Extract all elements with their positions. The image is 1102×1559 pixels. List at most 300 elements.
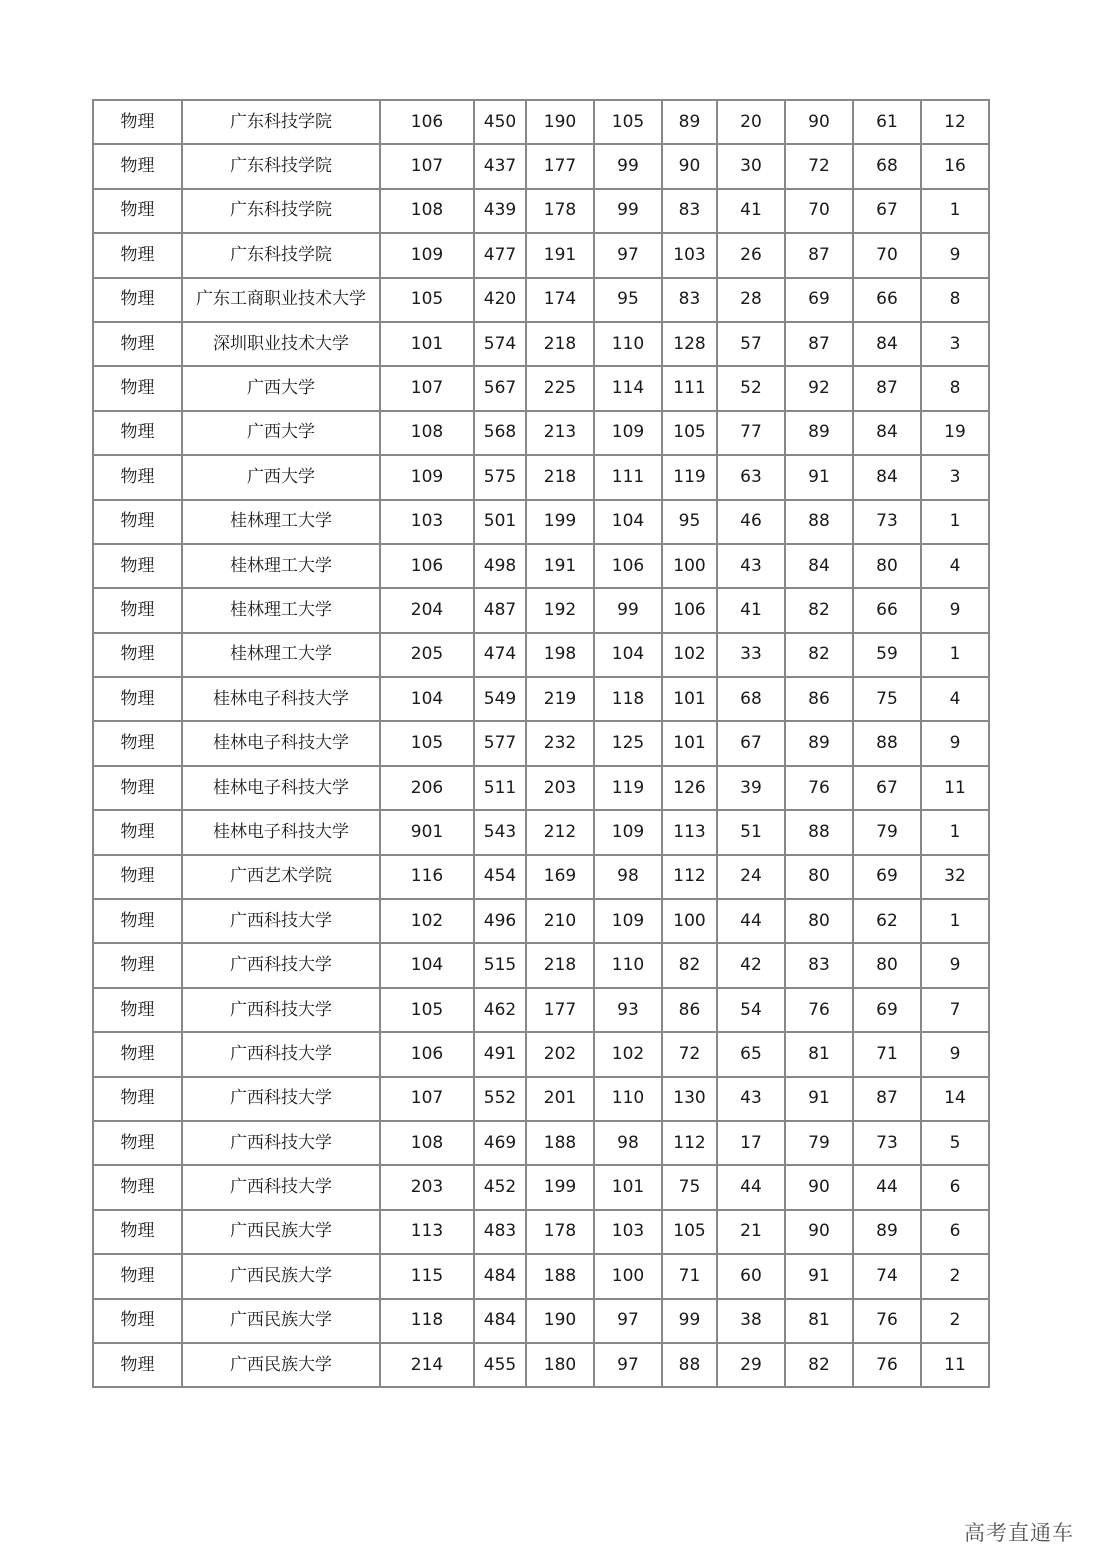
score-col-7-cell: 84 <box>785 544 853 588</box>
score-col-3-cell: 192 <box>526 588 594 632</box>
school-name-cell: 桂林理工大学 <box>182 544 380 588</box>
score-col-6-cell: 54 <box>717 988 785 1032</box>
score-col-4-cell: 99 <box>594 588 662 632</box>
score-col-7-cell: 80 <box>785 855 853 899</box>
count-cell: 3 <box>921 322 989 366</box>
score-col-3-cell: 212 <box>526 810 594 854</box>
major-group-code-cell: 106 <box>380 1032 474 1076</box>
score-col-8-cell: 69 <box>853 855 921 899</box>
school-name-cell: 广西民族大学 <box>182 1254 380 1298</box>
score-col-6-cell: 51 <box>717 810 785 854</box>
count-cell: 3 <box>921 455 989 499</box>
score-col-4-cell: 102 <box>594 1032 662 1076</box>
score-col-8-cell: 88 <box>853 721 921 765</box>
table-row <box>93 278 989 322</box>
subject-cell: 物理 <box>93 988 182 1032</box>
score-col-7-cell: 79 <box>785 1121 853 1165</box>
major-group-code-cell: 104 <box>380 943 474 987</box>
total-score-cell: 498 <box>474 544 526 588</box>
score-col-7-cell: 81 <box>785 1299 853 1343</box>
score-col-7-cell: 91 <box>785 1254 853 1298</box>
major-group-code-cell: 107 <box>380 1077 474 1121</box>
table-row <box>93 411 989 455</box>
score-col-8-cell: 84 <box>853 411 921 455</box>
score-col-5-cell: 130 <box>662 1077 717 1121</box>
score-col-6-cell: 46 <box>717 500 785 544</box>
school-name-cell: 广西民族大学 <box>182 1343 380 1387</box>
subject-cell: 物理 <box>93 1165 182 1209</box>
score-col-8-cell: 84 <box>853 322 921 366</box>
score-col-8-cell: 66 <box>853 278 921 322</box>
count-cell: 9 <box>921 233 989 277</box>
total-score-cell: 491 <box>474 1032 526 1076</box>
score-col-8-cell: 76 <box>853 1299 921 1343</box>
count-cell: 16 <box>921 144 989 188</box>
score-col-6-cell: 65 <box>717 1032 785 1076</box>
school-name-cell: 广东工商职业技术大学 <box>182 278 380 322</box>
score-col-5-cell: 88 <box>662 1343 717 1387</box>
score-col-6-cell: 41 <box>717 189 785 233</box>
total-score-cell: 511 <box>474 766 526 810</box>
subject-cell: 物理 <box>93 1077 182 1121</box>
subject-cell: 物理 <box>93 100 182 144</box>
score-col-6-cell: 57 <box>717 322 785 366</box>
score-table <box>92 99 990 1388</box>
table-row <box>93 766 989 810</box>
count-cell: 4 <box>921 544 989 588</box>
score-col-6-cell: 68 <box>717 677 785 721</box>
school-name-cell: 广西科技大学 <box>182 899 380 943</box>
score-col-4-cell: 109 <box>594 810 662 854</box>
score-col-7-cell: 86 <box>785 677 853 721</box>
score-col-5-cell: 101 <box>662 677 717 721</box>
score-col-6-cell: 77 <box>717 411 785 455</box>
major-group-code-cell: 107 <box>380 366 474 410</box>
school-name-cell: 广西科技大学 <box>182 943 380 987</box>
subject-cell: 物理 <box>93 766 182 810</box>
score-col-4-cell: 99 <box>594 144 662 188</box>
major-group-code-cell: 101 <box>380 322 474 366</box>
school-name-cell: 广东科技学院 <box>182 189 380 233</box>
score-col-5-cell: 103 <box>662 233 717 277</box>
table-row <box>93 1210 989 1254</box>
count-cell: 12 <box>921 100 989 144</box>
score-col-5-cell: 105 <box>662 411 717 455</box>
table-row <box>93 721 989 765</box>
score-col-7-cell: 92 <box>785 366 853 410</box>
count-cell: 19 <box>921 411 989 455</box>
table-row <box>93 189 989 233</box>
score-col-5-cell: 126 <box>662 766 717 810</box>
score-col-5-cell: 106 <box>662 588 717 632</box>
score-col-3-cell: 191 <box>526 544 594 588</box>
score-col-5-cell: 89 <box>662 100 717 144</box>
score-col-8-cell: 69 <box>853 988 921 1032</box>
score-col-4-cell: 111 <box>594 455 662 499</box>
table-row <box>93 633 989 677</box>
total-score-cell: 483 <box>474 1210 526 1254</box>
school-name-cell: 广西大学 <box>182 366 380 410</box>
subject-cell: 物理 <box>93 233 182 277</box>
major-group-code-cell: 115 <box>380 1254 474 1298</box>
table-row <box>93 100 989 144</box>
total-score-cell: 469 <box>474 1121 526 1165</box>
subject-cell: 物理 <box>93 1210 182 1254</box>
score-col-5-cell: 99 <box>662 1299 717 1343</box>
score-col-8-cell: 67 <box>853 189 921 233</box>
table-row <box>93 988 989 1032</box>
subject-cell: 物理 <box>93 1032 182 1076</box>
count-cell: 8 <box>921 366 989 410</box>
count-cell: 11 <box>921 1343 989 1387</box>
score-col-8-cell: 80 <box>853 943 921 987</box>
score-col-7-cell: 87 <box>785 322 853 366</box>
count-cell: 1 <box>921 189 989 233</box>
major-group-code-cell: 105 <box>380 721 474 765</box>
score-col-7-cell: 82 <box>785 633 853 677</box>
score-col-4-cell: 104 <box>594 633 662 677</box>
score-col-4-cell: 100 <box>594 1254 662 1298</box>
score-col-3-cell: 190 <box>526 100 594 144</box>
score-col-7-cell: 91 <box>785 455 853 499</box>
score-col-3-cell: 210 <box>526 899 594 943</box>
major-group-code-cell: 205 <box>380 633 474 677</box>
count-cell: 1 <box>921 633 989 677</box>
score-col-3-cell: 177 <box>526 988 594 1032</box>
score-col-3-cell: 218 <box>526 943 594 987</box>
subject-cell: 物理 <box>93 455 182 499</box>
total-score-cell: 567 <box>474 366 526 410</box>
table-row <box>93 1032 989 1076</box>
score-col-6-cell: 44 <box>717 899 785 943</box>
subject-cell: 物理 <box>93 810 182 854</box>
score-col-8-cell: 87 <box>853 1077 921 1121</box>
subject-cell: 物理 <box>93 189 182 233</box>
score-col-8-cell: 80 <box>853 544 921 588</box>
major-group-code-cell: 901 <box>380 810 474 854</box>
score-col-3-cell: 213 <box>526 411 594 455</box>
total-score-cell: 549 <box>474 677 526 721</box>
score-col-5-cell: 71 <box>662 1254 717 1298</box>
score-col-5-cell: 83 <box>662 278 717 322</box>
major-group-code-cell: 203 <box>380 1165 474 1209</box>
score-col-8-cell: 89 <box>853 1210 921 1254</box>
score-col-5-cell: 100 <box>662 544 717 588</box>
score-col-7-cell: 88 <box>785 500 853 544</box>
score-col-8-cell: 71 <box>853 1032 921 1076</box>
count-cell: 1 <box>921 899 989 943</box>
major-group-code-cell: 204 <box>380 588 474 632</box>
score-col-7-cell: 87 <box>785 233 853 277</box>
score-col-7-cell: 70 <box>785 189 853 233</box>
score-col-3-cell: 202 <box>526 1032 594 1076</box>
major-group-code-cell: 108 <box>380 1121 474 1165</box>
subject-cell: 物理 <box>93 144 182 188</box>
major-group-code-cell: 109 <box>380 455 474 499</box>
major-group-code-cell: 108 <box>380 411 474 455</box>
score-col-4-cell: 106 <box>594 544 662 588</box>
table-row <box>93 677 989 721</box>
school-name-cell: 广西科技大学 <box>182 1121 380 1165</box>
score-col-7-cell: 90 <box>785 1165 853 1209</box>
score-col-7-cell: 90 <box>785 100 853 144</box>
score-col-4-cell: 105 <box>594 100 662 144</box>
major-group-code-cell: 108 <box>380 189 474 233</box>
score-col-4-cell: 109 <box>594 899 662 943</box>
score-col-3-cell: 174 <box>526 278 594 322</box>
score-col-5-cell: 119 <box>662 455 717 499</box>
count-cell: 1 <box>921 810 989 854</box>
school-name-cell: 广西科技大学 <box>182 1165 380 1209</box>
score-col-4-cell: 110 <box>594 1077 662 1121</box>
major-group-code-cell: 105 <box>380 988 474 1032</box>
score-col-6-cell: 21 <box>717 1210 785 1254</box>
total-score-cell: 439 <box>474 189 526 233</box>
score-col-8-cell: 74 <box>853 1254 921 1298</box>
score-col-8-cell: 59 <box>853 633 921 677</box>
subject-cell: 物理 <box>93 721 182 765</box>
score-col-6-cell: 38 <box>717 1299 785 1343</box>
total-score-cell: 484 <box>474 1299 526 1343</box>
school-name-cell: 桂林电子科技大学 <box>182 810 380 854</box>
score-col-3-cell: 219 <box>526 677 594 721</box>
score-col-5-cell: 113 <box>662 810 717 854</box>
score-col-4-cell: 125 <box>594 721 662 765</box>
school-name-cell: 桂林理工大学 <box>182 500 380 544</box>
count-cell: 5 <box>921 1121 989 1165</box>
score-col-3-cell: 218 <box>526 455 594 499</box>
score-col-6-cell: 67 <box>717 721 785 765</box>
count-cell: 32 <box>921 855 989 899</box>
count-cell: 7 <box>921 988 989 1032</box>
count-cell: 9 <box>921 721 989 765</box>
score-col-6-cell: 26 <box>717 233 785 277</box>
score-col-5-cell: 83 <box>662 189 717 233</box>
school-name-cell: 桂林理工大学 <box>182 633 380 677</box>
score-col-7-cell: 89 <box>785 411 853 455</box>
score-col-7-cell: 76 <box>785 766 853 810</box>
table-row <box>93 455 989 499</box>
count-cell: 11 <box>921 766 989 810</box>
total-score-cell: 543 <box>474 810 526 854</box>
score-col-5-cell: 95 <box>662 500 717 544</box>
score-col-6-cell: 60 <box>717 1254 785 1298</box>
school-name-cell: 广西艺术学院 <box>182 855 380 899</box>
score-col-3-cell: 199 <box>526 1165 594 1209</box>
score-col-3-cell: 178 <box>526 1210 594 1254</box>
score-col-7-cell: 69 <box>785 278 853 322</box>
major-group-code-cell: 113 <box>380 1210 474 1254</box>
subject-cell: 物理 <box>93 943 182 987</box>
table-row <box>93 144 989 188</box>
score-col-3-cell: 203 <box>526 766 594 810</box>
school-name-cell: 广西科技大学 <box>182 1077 380 1121</box>
score-col-7-cell: 90 <box>785 1210 853 1254</box>
total-score-cell: 487 <box>474 588 526 632</box>
subject-cell: 物理 <box>93 278 182 322</box>
score-col-6-cell: 28 <box>717 278 785 322</box>
subject-cell: 物理 <box>93 544 182 588</box>
table-row <box>93 233 989 277</box>
total-score-cell: 462 <box>474 988 526 1032</box>
total-score-cell: 577 <box>474 721 526 765</box>
table-row <box>93 855 989 899</box>
major-group-code-cell: 106 <box>380 544 474 588</box>
score-col-4-cell: 114 <box>594 366 662 410</box>
score-col-4-cell: 110 <box>594 322 662 366</box>
table-row <box>93 1254 989 1298</box>
score-col-4-cell: 99 <box>594 189 662 233</box>
table-row <box>93 500 989 544</box>
table-row <box>93 1121 989 1165</box>
score-col-6-cell: 39 <box>717 766 785 810</box>
score-col-4-cell: 98 <box>594 1121 662 1165</box>
subject-cell: 物理 <box>93 322 182 366</box>
count-cell: 2 <box>921 1299 989 1343</box>
school-name-cell: 广东科技学院 <box>182 233 380 277</box>
score-col-5-cell: 75 <box>662 1165 717 1209</box>
score-col-8-cell: 73 <box>853 500 921 544</box>
major-group-code-cell: 116 <box>380 855 474 899</box>
score-col-5-cell: 112 <box>662 1121 717 1165</box>
score-col-3-cell: 178 <box>526 189 594 233</box>
score-col-3-cell: 190 <box>526 1299 594 1343</box>
school-name-cell: 桂林理工大学 <box>182 588 380 632</box>
subject-cell: 物理 <box>93 588 182 632</box>
total-score-cell: 454 <box>474 855 526 899</box>
total-score-cell: 477 <box>474 233 526 277</box>
subject-cell: 物理 <box>93 366 182 410</box>
score-col-3-cell: 188 <box>526 1121 594 1165</box>
score-col-4-cell: 101 <box>594 1165 662 1209</box>
score-col-6-cell: 41 <box>717 588 785 632</box>
score-col-5-cell: 72 <box>662 1032 717 1076</box>
subject-cell: 物理 <box>93 855 182 899</box>
score-col-6-cell: 17 <box>717 1121 785 1165</box>
score-col-8-cell: 70 <box>853 233 921 277</box>
subject-cell: 物理 <box>93 677 182 721</box>
score-col-3-cell: 169 <box>526 855 594 899</box>
score-col-7-cell: 89 <box>785 721 853 765</box>
score-col-7-cell: 91 <box>785 1077 853 1121</box>
score-col-7-cell: 88 <box>785 810 853 854</box>
score-col-8-cell: 61 <box>853 100 921 144</box>
total-score-cell: 568 <box>474 411 526 455</box>
table-row <box>93 899 989 943</box>
score-col-7-cell: 80 <box>785 899 853 943</box>
table-row <box>93 1299 989 1343</box>
count-cell: 9 <box>921 943 989 987</box>
score-col-4-cell: 95 <box>594 278 662 322</box>
total-score-cell: 501 <box>474 500 526 544</box>
watermark-text: 高考直通车 <box>964 1521 1074 1545</box>
score-col-8-cell: 62 <box>853 899 921 943</box>
score-col-5-cell: 101 <box>662 721 717 765</box>
major-group-code-cell: 103 <box>380 500 474 544</box>
score-col-4-cell: 97 <box>594 1343 662 1387</box>
total-score-cell: 552 <box>474 1077 526 1121</box>
score-col-7-cell: 82 <box>785 1343 853 1387</box>
score-col-6-cell: 52 <box>717 366 785 410</box>
total-score-cell: 574 <box>474 322 526 366</box>
score-col-6-cell: 42 <box>717 943 785 987</box>
score-col-3-cell: 177 <box>526 144 594 188</box>
score-col-3-cell: 199 <box>526 500 594 544</box>
school-name-cell: 广西民族大学 <box>182 1299 380 1343</box>
major-group-code-cell: 109 <box>380 233 474 277</box>
count-cell: 1 <box>921 500 989 544</box>
score-col-3-cell: 180 <box>526 1343 594 1387</box>
score-col-8-cell: 67 <box>853 766 921 810</box>
total-score-cell: 484 <box>474 1254 526 1298</box>
score-col-5-cell: 112 <box>662 855 717 899</box>
total-score-cell: 515 <box>474 943 526 987</box>
score-col-4-cell: 98 <box>594 855 662 899</box>
score-col-3-cell: 218 <box>526 322 594 366</box>
score-col-6-cell: 43 <box>717 1077 785 1121</box>
score-col-8-cell: 73 <box>853 1121 921 1165</box>
subject-cell: 物理 <box>93 411 182 455</box>
school-name-cell: 广西科技大学 <box>182 988 380 1032</box>
score-col-4-cell: 109 <box>594 411 662 455</box>
major-group-code-cell: 206 <box>380 766 474 810</box>
score-col-5-cell: 90 <box>662 144 717 188</box>
major-group-code-cell: 118 <box>380 1299 474 1343</box>
count-cell: 4 <box>921 677 989 721</box>
count-cell: 9 <box>921 588 989 632</box>
score-col-4-cell: 93 <box>594 988 662 1032</box>
total-score-cell: 496 <box>474 899 526 943</box>
score-col-5-cell: 111 <box>662 366 717 410</box>
subject-cell: 物理 <box>93 1299 182 1343</box>
score-col-6-cell: 43 <box>717 544 785 588</box>
table-row <box>93 588 989 632</box>
score-col-6-cell: 29 <box>717 1343 785 1387</box>
total-score-cell: 452 <box>474 1165 526 1209</box>
total-score-cell: 437 <box>474 144 526 188</box>
score-col-8-cell: 87 <box>853 366 921 410</box>
major-group-code-cell: 104 <box>380 677 474 721</box>
table-row <box>93 1343 989 1387</box>
subject-cell: 物理 <box>93 633 182 677</box>
subject-cell: 物理 <box>93 899 182 943</box>
table-row <box>93 1077 989 1121</box>
score-col-4-cell: 118 <box>594 677 662 721</box>
table-row <box>93 366 989 410</box>
subject-cell: 物理 <box>93 1121 182 1165</box>
subject-cell: 物理 <box>93 1254 182 1298</box>
school-name-cell: 广西大学 <box>182 411 380 455</box>
score-col-5-cell: 86 <box>662 988 717 1032</box>
score-col-3-cell: 225 <box>526 366 594 410</box>
score-col-5-cell: 100 <box>662 899 717 943</box>
score-col-3-cell: 188 <box>526 1254 594 1298</box>
count-cell: 14 <box>921 1077 989 1121</box>
school-name-cell: 桂林电子科技大学 <box>182 677 380 721</box>
table-row <box>93 943 989 987</box>
score-col-4-cell: 97 <box>594 1299 662 1343</box>
school-name-cell: 广东科技学院 <box>182 100 380 144</box>
count-cell: 2 <box>921 1254 989 1298</box>
major-group-code-cell: 105 <box>380 278 474 322</box>
school-name-cell: 广西大学 <box>182 455 380 499</box>
score-col-7-cell: 81 <box>785 1032 853 1076</box>
score-col-4-cell: 103 <box>594 1210 662 1254</box>
table-row <box>93 810 989 854</box>
subject-cell: 物理 <box>93 500 182 544</box>
score-col-5-cell: 105 <box>662 1210 717 1254</box>
major-group-code-cell: 106 <box>380 100 474 144</box>
